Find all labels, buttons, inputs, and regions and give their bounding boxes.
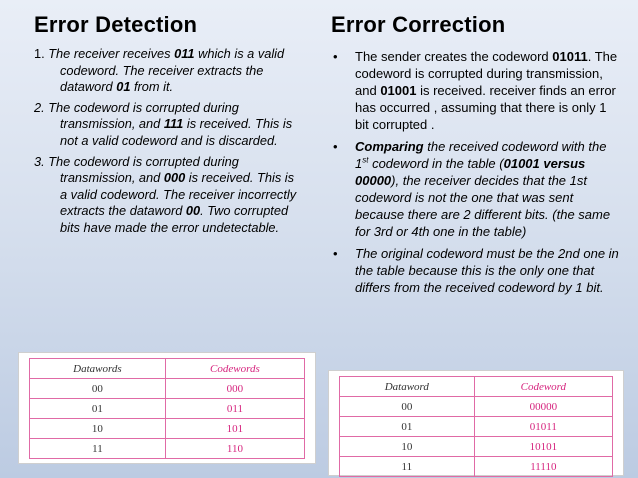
bullet-icon: • bbox=[333, 246, 338, 261]
detection-item-2: 2. The codeword is corrupted during transmission, and 111 is received. This is not a valid codeword and is discarded. bbox=[34, 99, 293, 148]
detection-code-table bbox=[18, 352, 316, 464]
error-correction-list bbox=[331, 48, 621, 301]
table-row: 10 10101 bbox=[340, 437, 613, 457]
table-row: 00 000 bbox=[30, 379, 305, 399]
bullet-icon: • bbox=[333, 139, 338, 154]
bullet-item-3: • The original codeword must be the 2nd one in the table because this is the only one that differs from the received codeword by 1 bit. bbox=[333, 246, 619, 295]
table-header-codewords: Codewords bbox=[165, 359, 304, 379]
error-detection-list bbox=[34, 46, 304, 241]
table-header-codeword: Codeword bbox=[474, 377, 612, 397]
table-header-dataword: Dataword bbox=[340, 377, 475, 397]
error-detection-heading: Error Detection bbox=[34, 12, 198, 37]
error-correction-heading: Error Correction bbox=[331, 12, 506, 37]
detection-item-3: 3. The codeword is corrupted during transmission, and 000 is received. This is a valid codeword. The receiver incorrectly extracts the dataword 00. Two corrupted bits have made the error undetectable. bbox=[34, 153, 297, 235]
correction-code-table bbox=[328, 370, 624, 476]
table-row: 10 101 bbox=[30, 419, 305, 439]
table-row: 01 01011 bbox=[340, 417, 613, 437]
detection-item-1: 1. The receiver receives 011 which is a valid codeword. The receiver extracts the dataword 01 from it. bbox=[34, 46, 285, 95]
table-row: 11 11110 bbox=[340, 457, 613, 477]
table-header-datawords: Datawords bbox=[30, 359, 166, 379]
bullet-icon: • bbox=[333, 49, 338, 64]
table-row: 00 00000 bbox=[340, 397, 613, 417]
bullet-item-1: • The sender creates the codeword 01011. The codeword is corrupted during transmission, and 01001 is received. receiver finds an error has occurred , assuming that there is only 1 bit corrupted . bbox=[333, 49, 618, 132]
table-row: 11 110 bbox=[30, 439, 305, 459]
bullet-item-2: • Comparing the received codeword with the 1st codeword in the table (01001 versus 00000), the receiver decides that the 1st codeword is not the one that was sent because there are 2 different bits. (the same for 3rd or 4th one in the table) bbox=[333, 139, 611, 239]
table-row: 01 011 bbox=[30, 399, 305, 419]
